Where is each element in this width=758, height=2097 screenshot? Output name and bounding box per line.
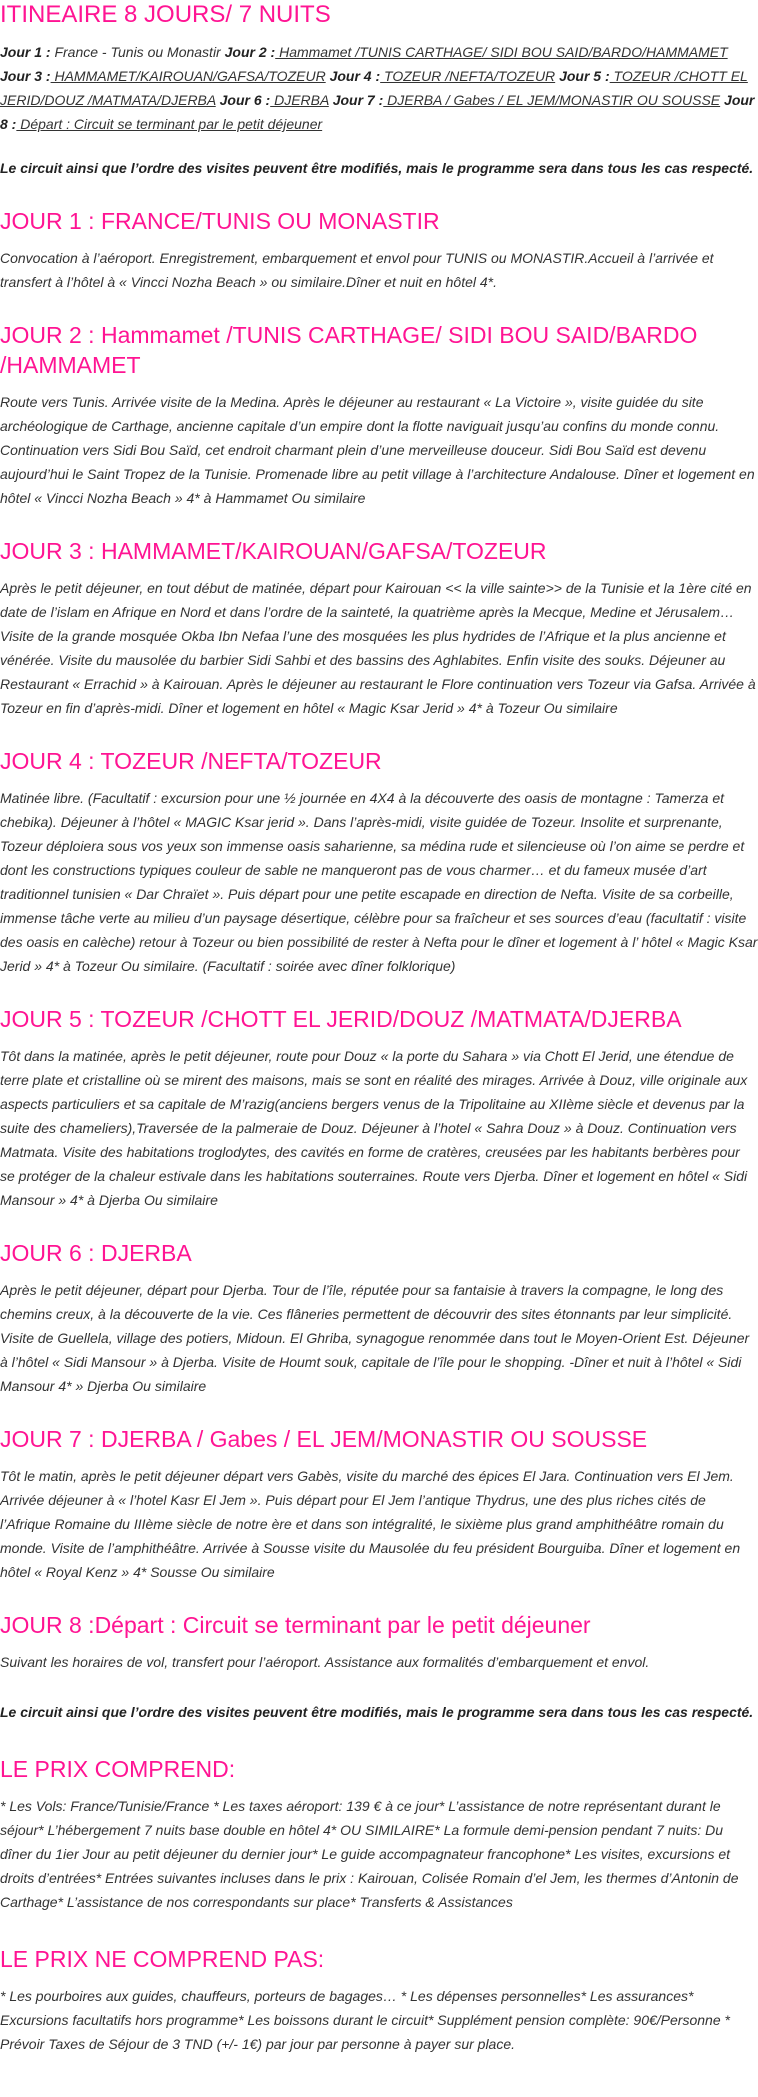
- day-section: [0, 1424, 758, 1584]
- summary-day-route[interactable]: DJERBA: [270, 92, 329, 108]
- day-section: [0, 1238, 758, 1398]
- summary-day-route[interactable]: HAMMAMET/KAIROUAN/GAFSA/TOZEUR: [50, 68, 326, 84]
- summary-day-label: Jour 2 :: [224, 44, 276, 60]
- summary-day-label: Jour 6 :: [219, 92, 271, 108]
- day-section: [0, 320, 758, 510]
- day-title: JOUR 6 : DJERBA: [0, 1240, 192, 1266]
- day-title: JOUR 2 : Hammamet /TUNIS CARTHAGE/ SIDI BOU SAID/BARDO /HAMMAMET: [0, 322, 698, 378]
- days-list: [0, 206, 758, 1674]
- summary-day-route[interactable]: TOZEUR /NEFTA/TOZEUR: [380, 68, 556, 84]
- page-title: ITINEAIRE 8 JOURS/ 7 NUITS: [0, 1, 331, 28]
- day-section: [0, 746, 758, 978]
- summary-day-route[interactable]: Hammamet /TUNIS CARTHAGE/ SIDI BOU SAID/BARDO/HAMMAMET: [275, 44, 728, 60]
- day-description: Tôt le matin, après le petit déjeuner départ vers Gabès, visite du marché des épices El Jara. Continuation vers El Jem. Arrivée déjeuner à « l’hotel Kasr El Jem ». Puis départ pour El Jem l’antique Thydrus, une des plus riches cités de l’Afrique Romaine du IIIème siècle de notre ère et dans son intégralité, le sixième plus grand amphithéâtre romain du monde. Visite de l’amphithéâtre. Arrivée à Sousse visite du Mausolée du feu président Bourguiba. Dîner et logement en hôtel « Royal Kenz » 4* Sousse Ou similaire: [0, 1468, 741, 1580]
- day-description: Convocation à l’aéroport. Enregistrement, embarquement et envol pour TUNIS ou MONASTIR.Accueil à l’arrivée et transfert à l’hôtel à « Vincci Nozha Beach » ou similaire.Dîner et nuit en hôtel 4*.: [0, 250, 714, 290]
- day-title: JOUR 7 : DJERBA / Gabes / EL JEM/MONASTIR OU SOUSSE: [0, 1426, 648, 1452]
- summary-day-label: Jour 4 :: [329, 68, 381, 84]
- day-description: Matinée libre. (Facultatif : excursion pour une ½ journée en 4X4 à la découverte des oasis de montagne : Tamerza et chebika). Déjeuner à l’hôtel « MAGIC Ksar jerid ». Dans l’après-midi, visite guidée de Tozeur. Insolite et surprenante, Tozeur déploiera sous vos yeux son immense oasis saharienne, sa médina rude et silencieuse où l’on aime se perdre et dont les constructions typiques couleur de sable ne manqueront pas de vous charmer… et du fameux musée d’art traditionnel tunisien « Dar Chraïet ». Puis départ pour une petite escapade en direction de Nefta. Visite de sa corbeille, immense tâche verte au milieu d’un paysage désertique, célèbre pour sa fraîcheur et ses sources d’eau (facultatif : visite des oasis en calèche) retour à Tozeur ou bien possibilité de rester à Nefta pour le dîner et logement à l’ hôtel « Magic Ksar Jerid » 4* à Tozeur Ou similaire. (Facultatif : soirée avec dîner folklorique): [0, 790, 758, 974]
- day-section: [0, 1004, 758, 1212]
- price-includes-text: * Les Vols: France/Tunisie/France * Les taxes aéroport: 139 € à ce jour* L’assistance de notre représentant durant le séjour* L’hébergement 7 nuits base double en hôtel 4* OU SIMILAIRE* La formule demi-pension pendant 7 nuits: Du dîner du 1ier Jour au petit déjeuner du dernier jour* Le guide accompagnateur francophone* Les visites, excursions et droits d’entrées* Entrées suivantes incluses dans le prix : Kairouan, Colisée Romain d’el Jem, les thermes d’Antonin de Carthage* L’assistance de nos correspondants sur place* Transferts & Assistances: [0, 1798, 739, 1910]
- day-section: [0, 1610, 758, 1674]
- day-title: JOUR 1 : FRANCE/TUNIS OU MONASTIR: [0, 208, 440, 234]
- day-title: JOUR 4 : TOZEUR /NEFTA/TOZEUR: [0, 748, 382, 774]
- day-description: Après le petit déjeuner, en tout début de matinée, départ pour Kairouan << la ville sainte>> de la Tunisie et la 1ère cité en date de l’islam en Afrique en Nord et dans l’ordre de la sainteté, la quatrième après la Mecque, Medine et Jérusalem… Visite de la grande mosquée Okba Ibn Nefaa l’une des mosquées les plus hydrides de l’Afrique et la plus ancienne et vénérée. Visite du mausolée du barbier Sidi Sahbi et des bassins des Aghlabites. Enfin visite des souks. Déjeuner au Restaurant « Errachid » à Kairouan. Après le déjeuner au restaurant le Flore continuation vers Tozeur via Gafsa. Arrivée à Tozeur en fin d’après-midi. Dîner et logement en hôtel « Magic Ksar Jerid » 4* à Tozeur Ou similaire: [0, 580, 756, 716]
- day-description: Suivant les horaires de vol, transfert pour l’aéroport. Assistance aux formalités d’embarquement et envol.: [0, 1654, 650, 1670]
- summary-day-label: Jour 5 :: [559, 68, 610, 84]
- summary-day-label: Jour 1 :: [0, 44, 51, 60]
- day-title: JOUR 3 : HAMMAMET/KAIROUAN/GAFSA/TOZEUR: [0, 538, 547, 564]
- disclaimer-note-bottom: Le circuit ainsi que l’ordre des visites peuvent être modifiés, mais le programme sera dans tous les cas respecté.: [0, 1704, 754, 1720]
- price-includes-title: LE PRIX COMPREND:: [0, 1756, 236, 1782]
- itinerary-summary: [0, 40, 758, 136]
- day-description: Route vers Tunis. Arrivée visite de la Medina. Après le déjeuner au restaurant « La Victoire », visite guidée du site archéologique de Carthage, ancienne capitale d’un empire dont la flotte naviguait jusqu’au confins du monde connu. Continuation vers Sidi Bou Saïd, cet endroit charmant plein d’une merveilleuse douceur. Sidi Bou Saïd est devenu aujourd’hui le Saint Tropez de la Tunisie. Promenade libre au petit village à l’architecture Andalouse. Dîner et logement en hôtel « Vincci Nozha Beach » 4* à Hammamet Ou similaire: [0, 394, 755, 506]
- summary-day-route[interactable]: DJERBA / Gabes / EL JEM/MONASTIR OU SOUSSE: [383, 92, 721, 108]
- price-excludes-text: * Les pourboires aux guides, chauffeurs, porteurs de bagages… * Les dépenses personnelles* Les assurances* Excursions facultatifs hors programme* Les boissons durant le circuit* Supplément pension complète: 90€/Personne * Prévoir Taxes de Séjour de 3 TND (+/- 1€) par jour par personne à payer sur place.: [0, 1988, 730, 2052]
- summary-day-label: Jour 7 :: [332, 92, 384, 108]
- day-title: JOUR 5 : TOZEUR /CHOTT EL JERID/DOUZ /MATMATA/DJERBA: [0, 1006, 682, 1032]
- day-description: Tôt dans la matinée, après le petit déjeuner, route pour Douz « la porte du Sahara » via Chott El Jerid, une étendue de terre plate et cristalline où se mirent des maisons, mais se sont en réalité des mirages. Arrivée à Douz, ville originale aux aspects particuliers et sa capitale de M’razig(anciens bergers venus de la Tripolitaine au XIIème siècle et devenus par la suite des chameliers),Traversée de la palmeraie de Douz. Déjeuner à l’hotel « Sahra Douz » à Douz. Continuation vers Matmata. Visite des habitations troglodytes, des cavités en forme de cratères, creusées par les habitants berbères pour se protéger de la chaleur estivale dans les habitations souterraines. Route vers Djerba. Dîner et logement en hôtel « Sidi Mansour » 4* à Djerba Ou similaire: [0, 1048, 748, 1208]
- summary-day-route[interactable]: TOZEUR /CHOTT EL JERID/DOUZ /MATMATA/DJERBA: [0, 68, 748, 108]
- day-title: JOUR 8 :Départ : Circuit se terminant par le petit déjeuner: [0, 1612, 591, 1638]
- summary-day-label: Jour 8 :: [0, 92, 755, 132]
- day-section: [0, 536, 758, 720]
- summary-day-route: France - Tunis ou Monastir: [50, 44, 225, 60]
- day-description: Après le petit déjeuner, départ pour Djerba. Tour de l’île, réputée pour sa fantaisie à travers la compagne, le long des chemins creux, à la découverte de la vie. Ces flâneries permettent de découvrir des sites étonnants par leur simplicité. Visite de Guellela, village des potiers, Midoun. El Ghriba, synagogue renommée dans tout le Moyen-Orient Est. Déjeuner à l’hôtel « Sidi Mansour » à Djerba. Visite de Houmt souk, capitale de l’île pour le shopping. -Dîner et nuit à l’hôtel « Sidi Mansour 4* » Djerba Ou similaire: [0, 1282, 750, 1394]
- disclaimer-note: Le circuit ainsi que l’ordre des visites peuvent être modifiés, mais le programme sera dans tous les cas respecté.: [0, 160, 754, 176]
- price-excludes-title: LE PRIX NE COMPREND PAS:: [0, 1946, 325, 1972]
- summary-day-route[interactable]: Départ : Circuit se terminant par le petit déjeuner: [16, 116, 323, 132]
- day-section: [0, 206, 758, 294]
- summary-day-label: Jour 3 :: [0, 68, 51, 84]
